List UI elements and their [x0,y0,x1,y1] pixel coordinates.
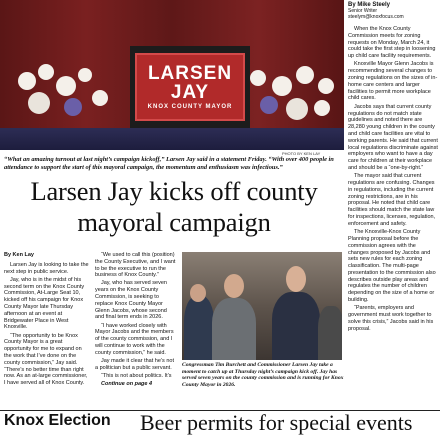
paragraph: Knoxville Mayor Glenn Jacobs is recommending several changes to zoning regulations on the sizes of in-home care centers and larger facilities to permit more workplace child cares. [348,61,438,102]
photo-caption-lower: Congressman Tim Burchett and Commissioner Larsen Jay take a moment to catch up at Thursday night’s campaign kick off. Jay has served seven years on the county commission and is running for Knox County Mayor in 2026. [182,362,344,388]
right-article-body [348,26,438,334]
flower-arrangement-left [8,62,118,132]
article-column-1 [4,262,90,388]
section-label: Knox Election [4,412,111,429]
paragraph: Jay, who has served seven years on the Knox County Commission, is seeking to replace Knox County Mayor Glenn Jacobs, whose second and final term ends in 2026. [95,280,167,321]
paragraph: “This is not about politics. It’s [101,372,172,379]
paragraph: Jay made it clear that he’s not a politician but a public servant. [95,357,174,371]
byline-title: Senior Writer [348,8,378,14]
burchett-head [224,274,244,298]
byline-email: steelym@knoxfocus.com [348,14,404,20]
article-column-2 [95,252,177,389]
paragraph: “Parents, employers and government must work together to solve this crisis,” Jacobs said in his proposal. [348,305,434,332]
bottom-headline: Beer permits for special events [140,410,413,435]
paragraph: The mayor said that current regulations are confusing. Changes in regulations, including the current zoning restrictions, are in his proposal. He noted that child care facilities should match the state law for inspections, licenses, regulation, enforcement and safety. [348,173,436,227]
paragraph: The Knoxville-Knox County Planning proposal before the commission agrees with the changes proposed by Jacobs and sets new rules for each zoning classification. The multi-page presentation to the commission also describes outside play areas and regulates the number of children depending on the size of a home or building. [348,229,436,304]
paragraph: Larsen Jay is looking to take the next step in public service. [4,262,89,275]
paragraph: “We used to call this (position) the County Executive, and I want to be the executive to run the business of Knox County.” [95,252,176,279]
main-headline: Larsen Jay kicks off county mayoral campaign [30,176,318,237]
jay-head [286,266,306,292]
table-cloth [0,128,344,150]
burchett-jay-photo [182,252,342,360]
flower-arrangement-right [236,62,344,132]
sign-name-line2: JAY [170,82,210,103]
photo-caption-top: “What an amazing turnout at last night’s campaign kickoff,” Larsen Jay said in a statement Friday. “With over 400 people in attendance to support the start of this mayoral campaign, the momentum and enthusiasm was infectious.” [4,156,334,171]
bystander-head [190,284,206,302]
bystander-figure [318,306,342,360]
photo-credit: PHOTO BY KEN LAY [282,151,321,156]
byline-name: By Mike Steely [348,2,391,8]
paragraph: “I have worked closely with Mayor Jacobs and the members of the county commission, and I will continue to work with the county commission,” he said. [95,322,174,356]
paragraph: “The opportunity to be Knox County Mayor is a great opportunity for me to expand on the work that I’ve done on the county commission,” Jay said. “There’s no better time than right now. As an at-large commissioner, I have served all of Knox County. [4,332,88,387]
jay-figure [272,292,320,360]
bystander-figure [184,296,214,360]
paragraph: When the Knox County Commission meets for zoning requests on Monday, March 24, it could take the first step in loosening up child care facility requirements. [348,26,436,60]
byline-left: By Ken Lay [4,252,34,258]
continue-link[interactable]: Continue on page 4 [101,380,153,387]
burchett-figure [212,298,256,360]
paragraph: Jacobs says that current county regulations do not match state guidelines and noted there are 28,280 young children in the county and child care facilities are vital to working parents. He said that current local regulations discriminate against employers who want to have a day care for children at their workplace and should be a “one-by-right.” [348,103,438,171]
campaign-photo [0,0,344,150]
podium-sign [135,53,245,121]
sign-name-line1: LARSEN [147,63,233,84]
paragraph: Jay, who is in the midst of his second term on the Knox County Commission, At-Large Seat 10, kicked off his campaign for Knox County Mayor late Thursday afternoon at an event at Bridgewater Place in West Knoxville. [4,276,85,331]
sign-subtitle: KNOX COUNTY MAYOR [147,104,233,110]
byline-right [348,2,440,20]
